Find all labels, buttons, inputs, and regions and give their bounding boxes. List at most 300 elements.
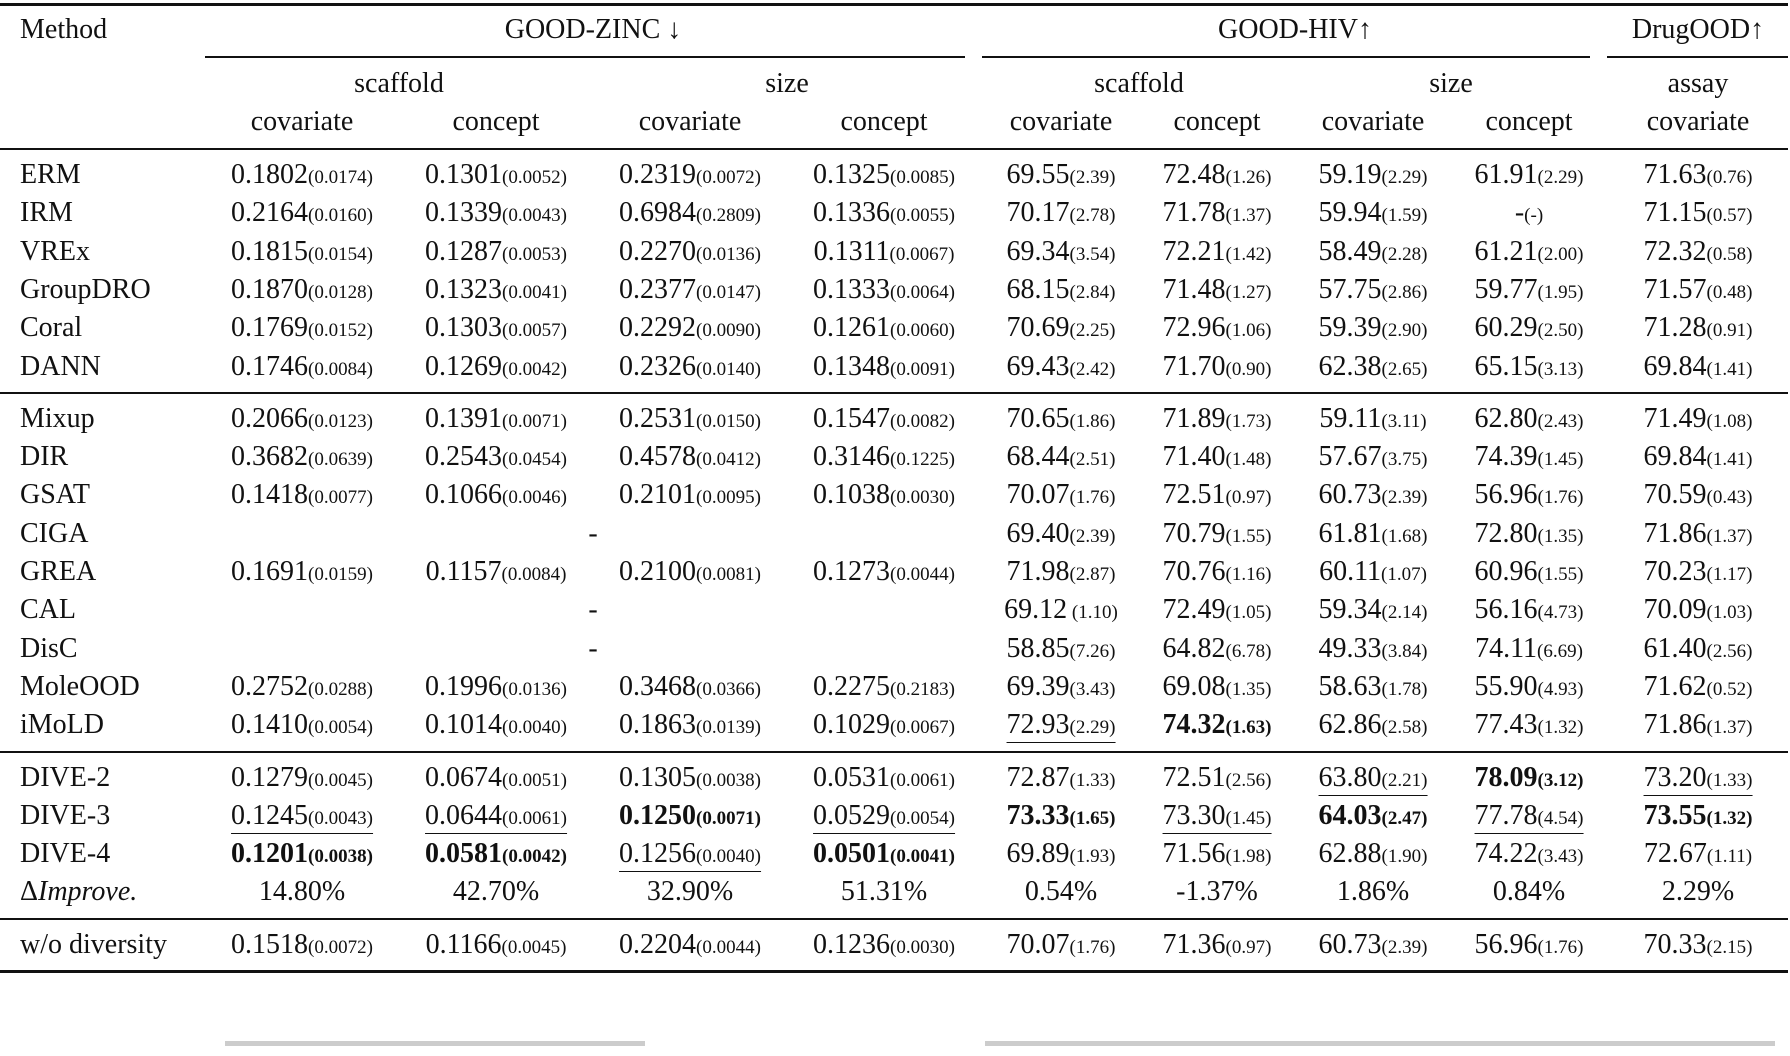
std-value: (6.78) [1225,640,1272,662]
mean-value: 73.30 [1162,799,1226,831]
std-value: (0.0041) [502,281,567,303]
table-cell [1007,235,1116,272]
std-value: (1.33) [1069,769,1116,791]
cell-value-group [231,441,373,472]
mean-value: 62.38 [1318,350,1382,382]
mean-value: 57.75 [1318,273,1382,305]
cell-value-group [1644,762,1753,796]
method-name: Mixup [20,402,95,434]
cell-value-group [1319,159,1428,190]
table-cell [1475,708,1584,745]
mean-value: 1.86% [1336,876,1410,908]
method-name: GSAT [20,479,91,511]
table-cell [425,402,567,439]
table-rule [0,148,1788,150]
shift-header: covariate [1646,106,1750,137]
std-value: (0.0045) [501,936,567,958]
cell-value-group [647,876,733,907]
mean-value: 69.12 [1004,594,1068,626]
mean-value: 73.33 [1006,799,1070,831]
cell-value-group [813,929,955,960]
cell-value-group [1475,762,1584,793]
mean-value: 0.1336 [813,197,891,229]
table-cell [619,799,761,836]
mean-value: 0.3682 [231,441,309,473]
mean-value: 64.03 [1318,799,1382,831]
std-value: (2.39) [1381,936,1428,958]
table-cell [1644,402,1753,439]
mean-value: 0.1333 [813,273,891,305]
cell-value-group [1644,351,1753,382]
mean-value: 56.96 [1474,928,1538,960]
method-name: MoleOOD [20,670,140,702]
cell-value-group [1004,594,1118,625]
cell-value-group [1644,441,1753,472]
cell-value-group [425,441,567,472]
cell-value-group [425,159,567,190]
cell-value-group [813,274,955,305]
std-value: (0.0082) [890,410,955,432]
cell-value-group [231,274,373,305]
mean-value: 62.80 [1474,402,1538,434]
group-underline [1607,56,1788,58]
missing-value-dash: - [588,632,598,664]
mean-value: 60.73 [1318,479,1382,511]
cell-value-group [1662,876,1734,907]
std-value: (1.90) [1381,846,1428,868]
mean-value: 74.11 [1475,632,1538,664]
table-cell [1515,196,1543,233]
mean-value: 59.39 [1318,312,1382,344]
cell-value-group [425,197,567,228]
dataset-header: DrugOOD↑ [1631,14,1765,45]
std-value: (0.0366) [696,678,761,700]
table-cell [813,273,955,310]
mean-value: 0.0501 [813,838,891,870]
std-value: (0.0139) [696,717,761,739]
cell-value-group [425,671,567,702]
table-cell [1475,235,1584,272]
mean-value: 0.1339 [425,197,503,229]
mean-value: 58.49 [1318,235,1382,267]
std-value: (2.21) [1381,769,1428,791]
std-value: (0.0091) [890,358,955,380]
cell-value-group [1319,351,1428,382]
cell-value-group [1475,633,1583,664]
mean-value: 72.87 [1006,761,1070,793]
missing-value-dash: - [588,594,598,626]
std-value: (2.39) [1069,167,1116,188]
cell-value-group [1644,838,1752,869]
std-value: (0.0046) [502,487,567,509]
std-value: (0.0288) [308,678,373,700]
table-cell [1319,555,1427,592]
cell-value-group [1475,594,1584,625]
table-cell [425,761,567,798]
mean-value: 69.43 [1006,350,1070,382]
mean-value: 70.07 [1006,928,1070,960]
std-value: (-) [1524,205,1544,227]
mean-value: 77.43 [1474,709,1538,741]
table-cell [813,402,955,439]
cell-value-group [1007,556,1116,587]
table-cell [619,311,761,348]
mean-value: 60.11 [1319,556,1382,587]
cell-value-group [1475,838,1584,869]
cell-value-group [231,762,373,793]
table-cell [1007,402,1116,439]
cell-value-group [1319,800,1428,831]
mean-value: 69.84 [1643,441,1707,473]
table-cell [231,350,373,387]
std-value: (1.45) [1537,449,1584,471]
mean-value: 59.11 [1319,402,1382,434]
std-value: (1.08) [1706,410,1753,432]
table-cell [1319,158,1428,195]
std-value: (6.69) [1537,640,1583,662]
mean-value: 0.1279 [231,761,309,793]
mean-value: 0.2164 [231,197,309,229]
mean-value: 61.81 [1318,517,1382,549]
cell-value-group [1319,274,1428,305]
std-value: (3.43) [1537,846,1584,868]
cell-value-group [426,929,567,960]
std-value: (3.13) [1537,358,1584,380]
cell-value-group [1644,929,1753,960]
table-cell [1007,440,1116,477]
std-value: (1.17) [1706,564,1753,585]
table-cell [1319,402,1426,439]
std-value: (2.56) [1225,769,1272,791]
cell-value-group [1025,876,1097,907]
mean-value: 0.2275 [813,670,891,702]
std-value: (1.76) [1069,487,1116,509]
table-cell [1176,875,1258,909]
std-value: (0.0136) [696,243,761,265]
std-value: (0.0044) [890,564,955,585]
table-cell [813,708,955,745]
table-cell [1319,517,1428,554]
cell-value-group [813,479,955,510]
table-cell [1319,708,1428,745]
mean-value: 74.22 [1474,838,1538,870]
mean-value: 0.54% [1024,876,1098,908]
std-value: (2.87) [1069,564,1116,585]
mean-value: 78.09 [1474,761,1538,793]
mean-value: 60.29 [1474,312,1538,344]
std-value: (7.26) [1069,640,1116,662]
mean-value: 49.33 [1318,632,1382,664]
std-value: (0.0160) [308,205,373,227]
table-cell [1644,670,1753,707]
cell-value-group [1163,633,1272,664]
table-cell [1475,350,1584,387]
shift-header: concept [1173,106,1261,137]
mean-value: 0.0644 [425,799,503,831]
mean-value: 71.56 [1162,838,1226,870]
std-value: (0.0040) [502,717,567,739]
shift-header: covariate [638,106,742,137]
method-name [20,875,137,909]
table-cell [619,478,761,515]
cell-value-group [619,479,761,510]
cell-value-group [231,197,373,228]
table-cell [1644,837,1752,874]
cell-value-group [1475,800,1584,834]
mean-value: 69.55 [1006,159,1070,190]
cell-value-group [425,274,567,305]
cell-value-group [231,838,373,869]
cell-value-group [231,312,373,343]
table-cell [1319,273,1428,310]
std-value: (0.0055) [890,205,955,227]
cell-value-group [813,762,955,793]
mean-value: 63.80 [1318,761,1382,793]
table-cell [1475,478,1584,515]
mean-value: 0.0529 [813,799,891,831]
method-name: Coral [20,312,83,344]
mean-value: 69.39 [1006,670,1070,702]
cell-value-group [813,671,955,702]
cell-value-group [1007,929,1116,960]
table-cell [1644,440,1753,477]
cell-value-group [619,441,761,472]
table-cell [619,196,761,233]
cell-value-group [425,236,567,267]
mean-value: 0.3468 [619,670,697,702]
table-cell [1319,196,1428,233]
mean-value: 71.70 [1162,350,1226,382]
cell-value-group [1007,838,1116,869]
std-value: (1.45) [1225,807,1272,829]
cell-value-group [619,236,761,267]
table-cell [1163,593,1272,630]
mean-value: 59.34 [1318,594,1382,626]
std-value: (0.0057) [502,320,567,342]
table-cell [231,761,373,798]
cell-value-group [1475,556,1584,587]
cell-value-group [1007,159,1116,190]
std-value: (1.42) [1225,243,1272,265]
table-cell [425,311,567,348]
table-cell [425,273,567,310]
method-name: DIVE-4 [20,838,111,870]
table-cell [1644,478,1753,515]
std-value: (1.55) [1537,564,1584,585]
table-cell [1163,235,1272,272]
cell-value-group [1007,518,1116,549]
std-value: (0.0154) [308,243,373,265]
table-cell [1644,708,1753,745]
std-value: (0.0045) [308,769,373,791]
mean-value: 0.1245 [231,799,309,831]
table-cell [619,402,761,439]
table-cell [619,670,761,707]
table-cell [1007,761,1116,798]
table-cell [1644,632,1753,669]
mean-value: 71.15 [1643,197,1707,229]
std-value: (0.0454) [502,449,567,471]
cell-value-group [259,876,345,907]
mean-value: 0.6984 [619,197,697,229]
mean-value: 0.1201 [231,838,309,870]
cell-value-group [1007,403,1116,434]
cell-value-group [231,800,373,834]
cutoff-body-text [985,1041,1775,1056]
mean-value: 68.15 [1006,273,1070,305]
cell-value-group [619,709,761,740]
std-value: (1.73) [1225,410,1272,432]
table-cell [1319,632,1428,669]
mean-value: 71.63 [1643,159,1707,190]
cell-value-group [1644,312,1753,343]
cell-value-group [1475,351,1584,382]
cell-value-group [1475,159,1584,190]
cell-value-group [1163,197,1272,228]
std-value: (0.0060) [890,320,955,342]
mean-value: 71.98 [1006,556,1070,587]
table-cell [1644,350,1753,387]
cell-value-group [813,800,955,834]
std-value: (3.43) [1069,678,1116,700]
table-cell [1163,928,1272,965]
shift-header: covariate [250,106,354,137]
std-value: (0.43) [1706,487,1753,509]
method-name: DIR [20,441,69,473]
mean-value: 0.1269 [425,350,503,382]
table-cell [619,555,761,592]
std-value: (0.0044) [696,936,761,958]
cell-value-group [1644,800,1753,831]
table-cell [1007,632,1116,669]
std-value: (3.12) [1537,769,1584,791]
table-cell [1007,196,1116,233]
mean-value: 0.1518 [231,928,309,960]
table-cell [231,837,373,874]
table-cell [1319,235,1428,272]
std-value: (0.1225) [890,449,955,471]
cell-value-group [1319,671,1428,702]
table-cell [1475,593,1584,630]
cell-value-group [231,403,373,434]
std-value: (1.33) [1706,769,1753,791]
cell-value-group [1163,556,1272,587]
table-cell [231,478,373,515]
mean-value: 71.78 [1162,197,1226,229]
table-cell [259,875,345,909]
table-cell [1163,837,1272,874]
mean-value: 70.76 [1162,556,1226,587]
std-value: (0.0136) [502,678,567,700]
cell-value-group [1319,479,1428,510]
std-value: (1.35) [1537,525,1584,547]
cell-value-group [813,403,955,434]
split-header: scaffold [1094,68,1184,99]
std-value: (0.0095) [696,487,761,509]
mean-value: 0.1418 [231,479,309,511]
table-cell [1475,555,1584,592]
cell-value-group [1644,594,1753,625]
std-value: (0.0081) [696,564,761,585]
std-value: (0.58) [1706,243,1753,265]
mean-value: 0.1305 [619,761,697,793]
mean-value: 0.1802 [231,159,309,190]
table-rule [0,918,1788,920]
std-value: (4.93) [1537,678,1584,700]
table-cell [1007,799,1116,836]
mean-value: 73.20 [1643,761,1707,793]
split-header: size [1429,68,1473,99]
std-value: (2.84) [1069,281,1116,303]
mean-value: 70.07 [1006,479,1070,511]
std-value: (1.48) [1225,449,1272,471]
cell-value-group [425,351,567,382]
mean-value: 0.1256 [619,838,697,870]
table-cell [425,440,567,477]
shift-header: covariate [1009,106,1113,137]
mean-value: 55.90 [1474,670,1538,702]
table-cell [1007,708,1116,745]
cell-value-group [619,403,761,434]
table-cell [1337,875,1409,909]
std-value: (1.06) [1225,320,1272,342]
cell-value-group [1644,479,1753,510]
table-cell [813,670,955,707]
table-cell [813,350,955,387]
std-value: (1.65) [1069,807,1116,829]
std-value: (1.86) [1069,410,1116,432]
table-cell [426,928,567,965]
table-cell [1319,799,1428,836]
std-value: (2.39) [1381,487,1428,509]
std-value: (2.90) [1381,320,1428,342]
mean-value: 32.90% [646,876,734,908]
table-cell [619,708,761,745]
table-cell [1163,402,1272,439]
table-cell [1163,158,1272,195]
table-cell [1163,799,1272,836]
mean-value: 0.1325 [813,159,891,190]
std-value: (0.0412) [696,449,761,471]
table-cell [813,555,955,592]
std-value: (1.11) [1706,846,1753,868]
mean-value: 77.78 [1474,799,1538,831]
mean-value: 0.3146 [813,441,891,473]
std-value: (0.0043) [502,205,567,227]
cell-value-group [1007,633,1116,664]
cell-value-group [813,556,955,587]
std-value: (0.0147) [696,281,761,303]
std-value: (0.0072) [696,167,761,188]
table-cell [231,196,373,233]
cell-value-group [813,159,955,190]
table-cell [1163,670,1272,707]
cell-value-group [231,671,373,702]
mean-value: 0.0531 [813,761,891,793]
cell-value-group [425,403,567,434]
cell-value-group [1163,312,1272,343]
table-cell [1007,311,1116,348]
std-value: (1.05) [1225,602,1272,624]
std-value: (0.0064) [890,281,955,303]
mean-value: 0.1996 [425,670,503,702]
split-header: assay [1667,68,1729,99]
std-value: (1.37) [1225,205,1272,227]
std-value: (0.0072) [308,936,373,958]
mean-value: 71.89 [1162,402,1226,434]
shift-header: covariate [1321,106,1425,137]
std-value: (1.03) [1706,602,1753,624]
